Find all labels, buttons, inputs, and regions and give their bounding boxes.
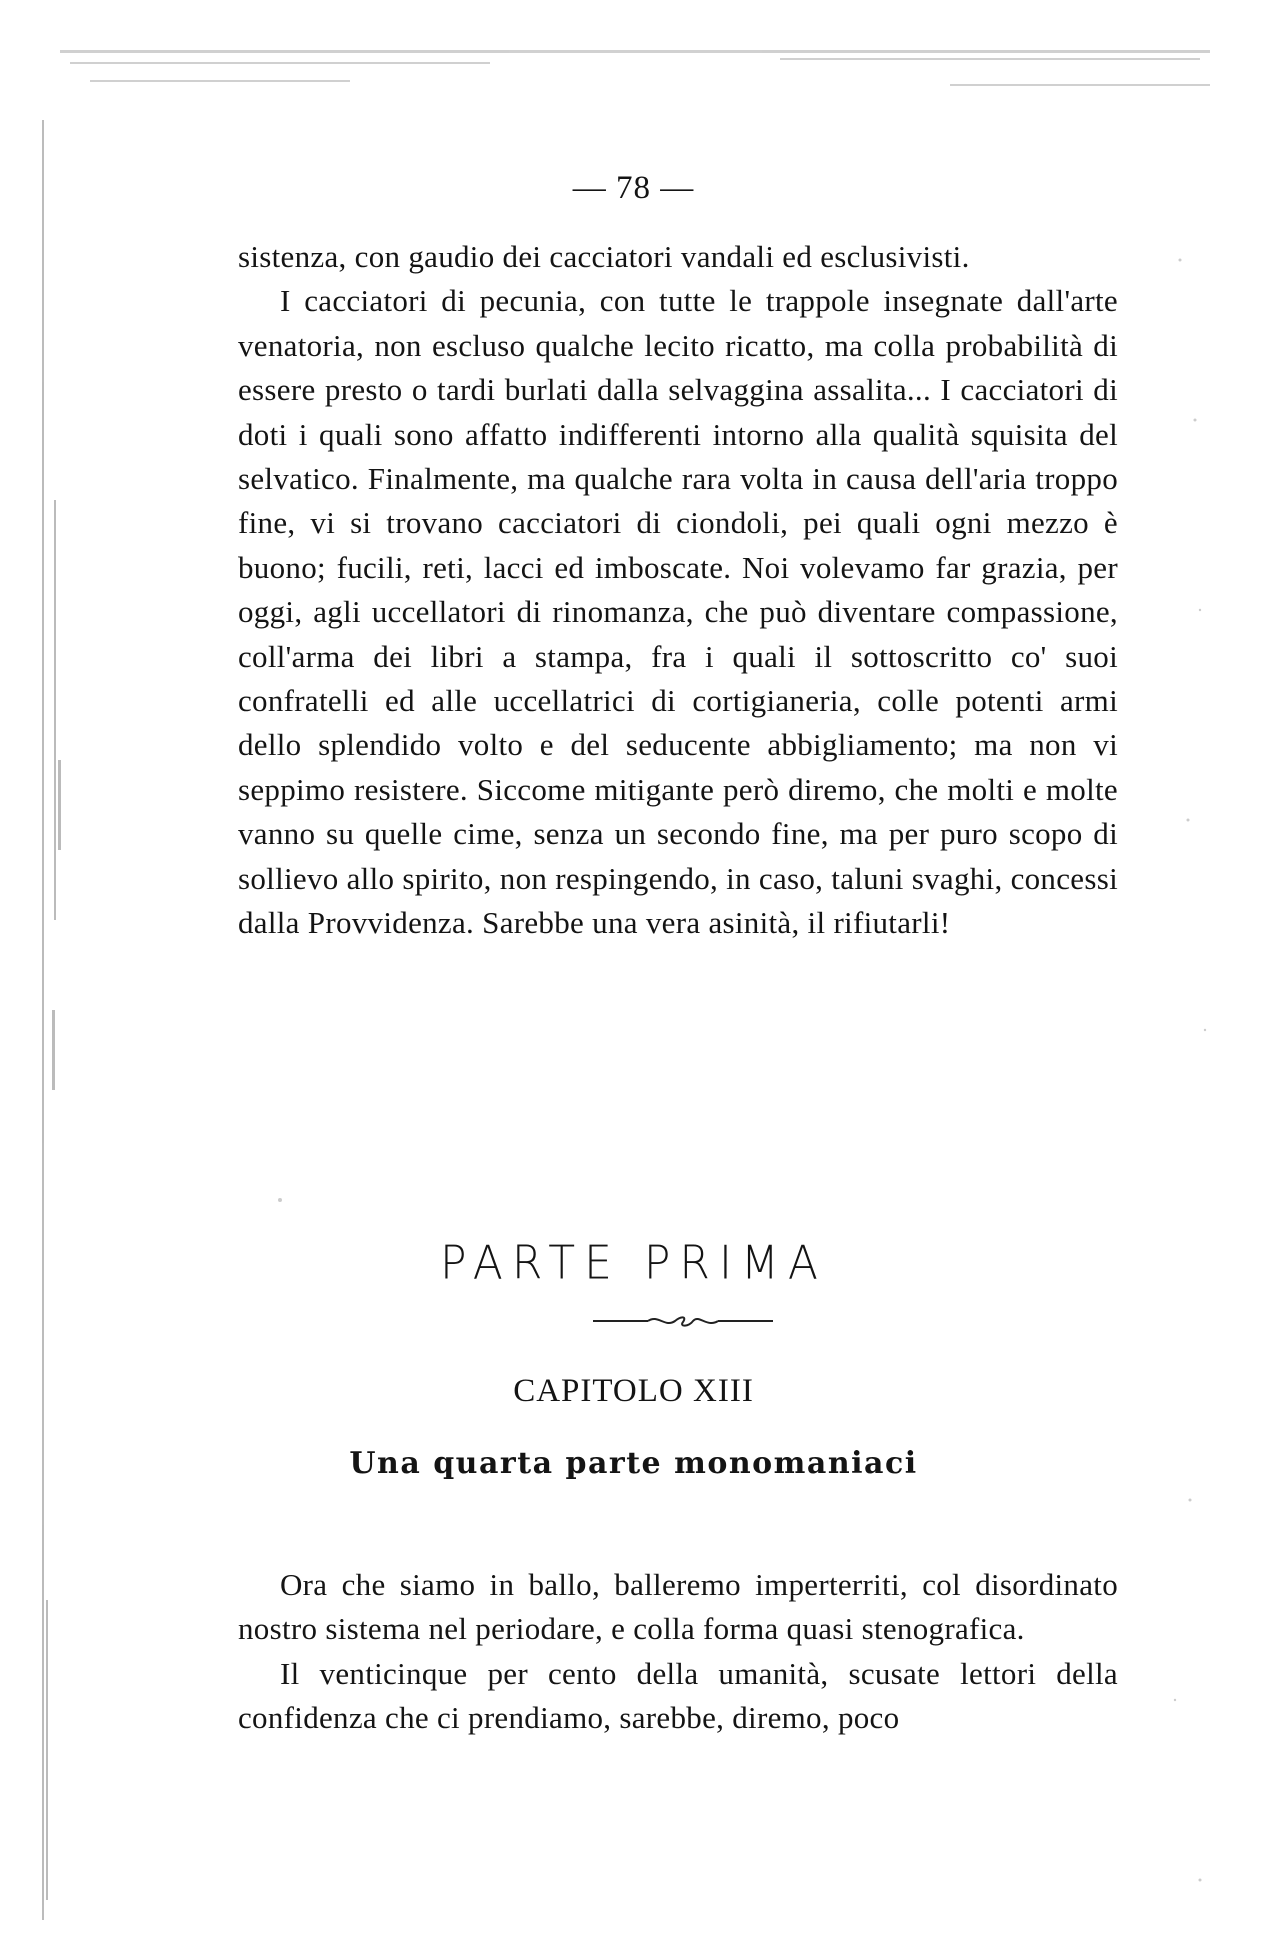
paragraph: Ora che siamo in ballo, balleremo imperterriti, col disordinato nostro sistema nel periodare, e colla forma quasi stenografica. <box>238 1567 1118 1647</box>
page-number: — 78 — <box>572 170 695 206</box>
chapter-number: CAPITOLO XIII <box>513 1373 754 1409</box>
ornamental-divider <box>593 1312 773 1330</box>
part-title: PARTE PRIMA <box>440 1236 827 1291</box>
text-block-bottom <box>238 1563 1118 1741</box>
paragraph: I cacciatori di pecunia, con tutte le trappole insegnate dall'arte venatoria, non escluso qualche lecito ricatto, ma colla probabilità di essere presto o tardi burlati dalla selvaggina assalita... I cacciatori di doti i quali sono affatto indifferenti intorno alla qualità squisita del selvatico. Finalmente, ma qualche rara volta in causa dell'aria troppo fine, vi si trovano cacciatori di ciondoli, pei quali ogni mezzo è buono; fucili, reti, lacci ed imboscate. Noi volevamo far grazia, per oggi, agli uccellatori di rinomanza, che può diventare compassione, coll'arma dei libri a stampa, fra i quali il sottoscritto co' suoi confratelli ed alle uccellatrici di cortigianeria, colle potenti armi dello splendido volto e del seducente abbigliamento; ma non vi seppimo resistere. Siccome mitigante però diremo, che molti e molte vanno su quelle cime, senza un secondo fine, ma per puro scopo di sollievo allo spirito, non respingendo, in caso, taluni svaghi, concessi dalla Provvidenza. Sarebbe una vera asinità, il rifiutarli! <box>238 283 1118 941</box>
chapter-title: Una quarta parte monomaniaci <box>349 1446 918 1481</box>
text-block-top <box>238 235 1118 946</box>
paragraph-continuation: sistenza, con gaudio dei cacciatori vandali ed esclusivisti. <box>238 239 970 274</box>
paragraph: Il venticinque per cento della umanità, scusate lettori della confidenza che ci prendiamo, sarebbe, diremo, poco <box>238 1655 1118 1736</box>
